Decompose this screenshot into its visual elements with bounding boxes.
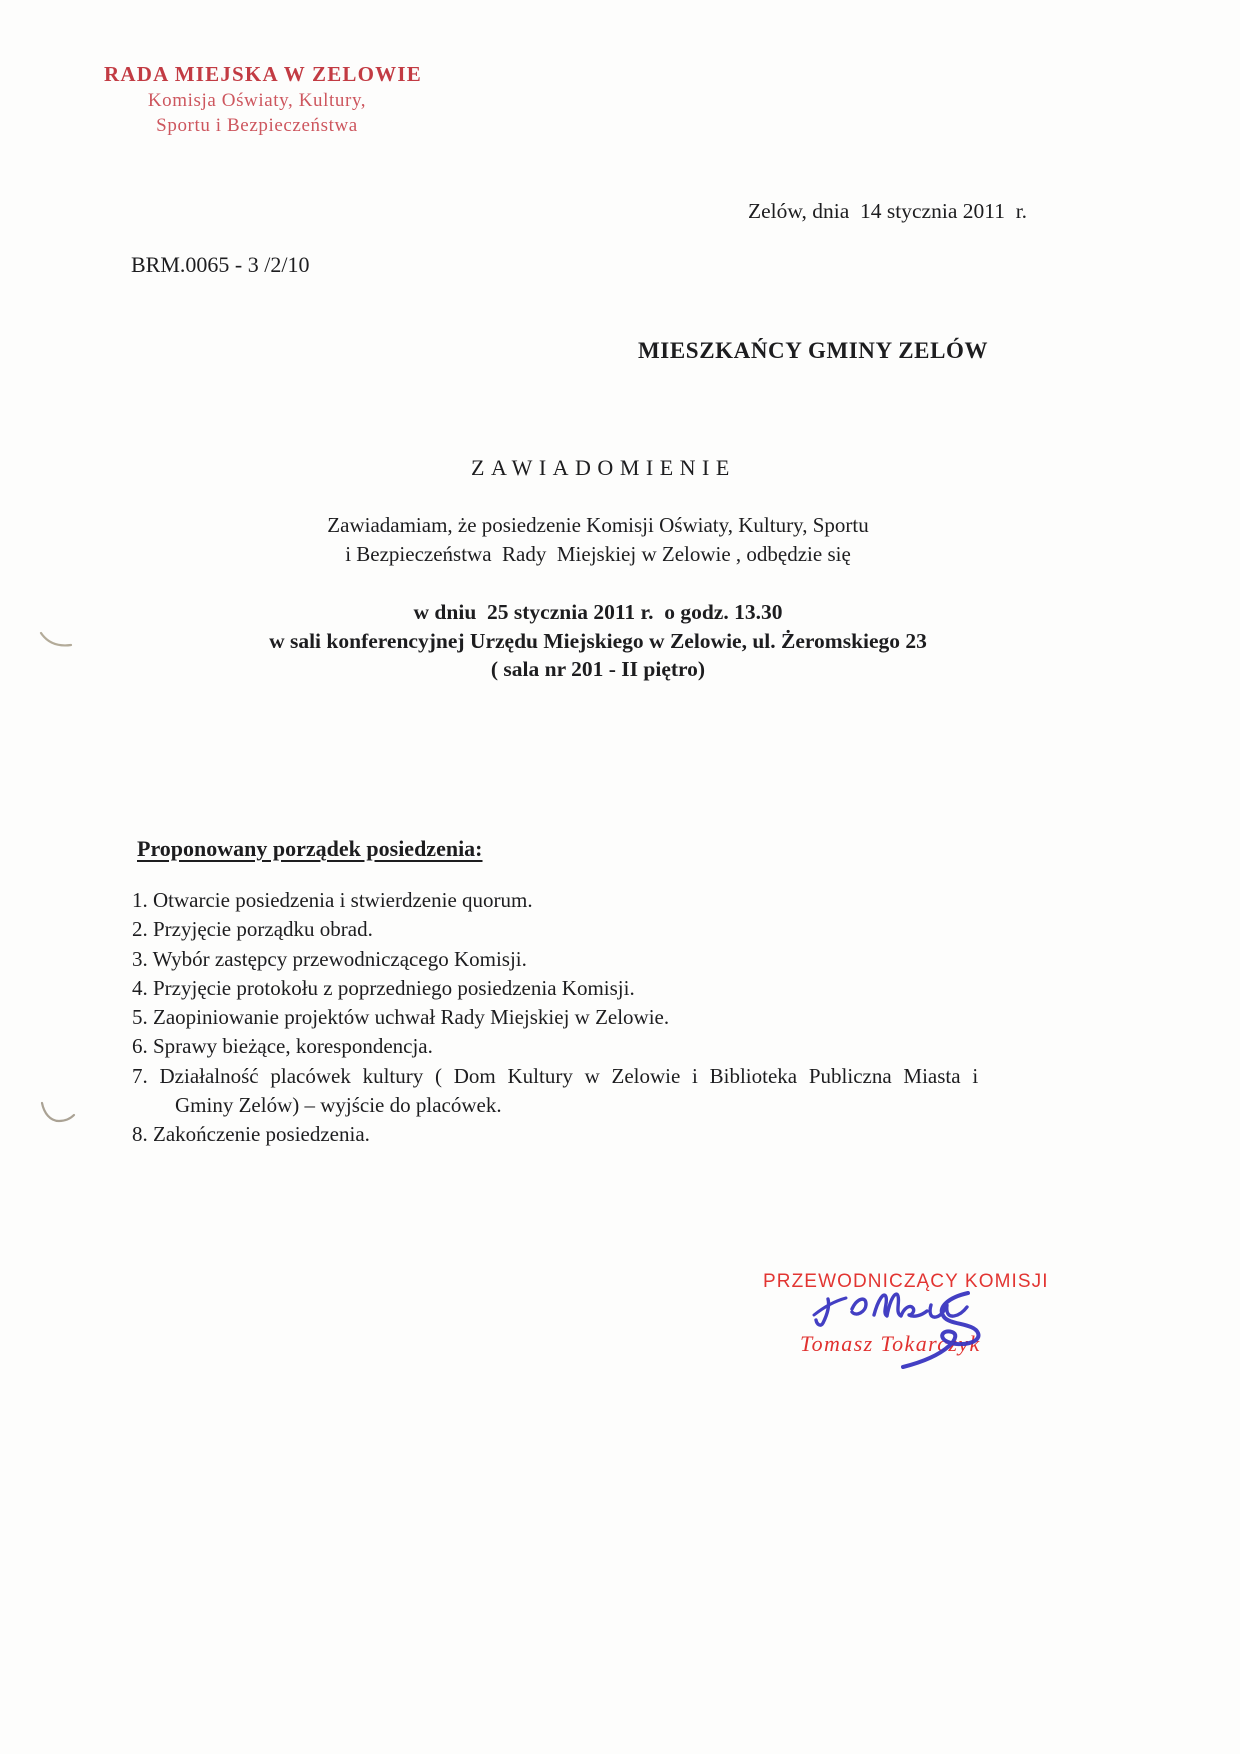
intro-line-1: Zawiadamiam, że posiedzenie Komisji Oświaty, Kultury, Sportu <box>327 513 869 537</box>
signature-flourish <box>903 1293 978 1367</box>
agenda-heading: Proponowany porządek posiedzenia: <box>137 836 483 861</box>
letterhead-committee-line1: Komisja Oświaty, Kultury, <box>147 90 367 111</box>
document-title: ZAWIADOMIENIE <box>471 455 736 480</box>
agenda-item-7-continuation: Gminy Zelów) – wyjście do placówek. <box>175 1093 502 1118</box>
agenda-item-2: 2. Przyjęcie porządku obrad. <box>132 917 373 942</box>
signature-o-loop <box>852 1299 866 1314</box>
reference-number: BRM.0065 - 3 /2/10 <box>131 252 310 277</box>
agenda-item-4: 4. Przyjęcie protokołu z poprzedniego posiedzenia Komisji. <box>132 975 635 1000</box>
agenda-item-8: 8. Zakończenie posiedzenia. <box>132 1122 370 1147</box>
letterhead-org-name: RADA MIEJSKA W ZELOWIE <box>104 62 422 86</box>
signature-middle-loops <box>874 1294 927 1316</box>
meeting-venue: w sali konferencyjnej Urzędu Miejskiego w Zelowie, ul. Żeromskiego 23 <box>269 628 927 653</box>
pen-mark-upper <box>41 633 71 645</box>
agenda-item-6: 6. Sprawy bieżące, korespondencja. <box>132 1034 433 1059</box>
agenda-item-3: 3. Wybór zastępcy przewodniczącego Komisji. <box>132 946 527 971</box>
agenda-item-1: 1. Otwarcie posiedzenia i stwierdzenie quorum. <box>132 888 533 912</box>
letterhead-stamp <box>104 62 422 137</box>
signature-name-stamp: Tomasz Tokarczyk <box>800 1331 981 1356</box>
signature-role-stamp: PRZEWODNICZĄCY KOMISJI <box>763 1271 1049 1292</box>
date-line: Zelów, dnia 14 stycznia 2011 r. <box>748 199 1028 223</box>
agenda-item-7: 7. Działalność placówek kultury ( Dom Kultury w Zelowie i Biblioteka Publiczna Miasta i <box>132 1063 979 1088</box>
handwritten-signature <box>790 1285 1000 1385</box>
meeting-room: ( sala nr 201 - II piętro) <box>490 657 706 681</box>
intro-paragraph <box>123 511 1073 569</box>
intro-line-2: i Bezpieczeństwa Rady Miejskiej w Zelowie , odbędzie się <box>345 542 851 566</box>
meeting-details <box>123 598 1073 684</box>
pen-mark-lower <box>42 1103 74 1121</box>
addressee: MIESZKAŃCY GMINY ZELÓW <box>638 338 989 363</box>
letterhead-committee-line2: Sportu i Bezpieczeństwa <box>156 115 358 136</box>
meeting-date-time: w dniu 25 stycznia 2011 r. o godz. 13.30 <box>413 600 783 624</box>
signature-tail-loops <box>930 1305 967 1317</box>
agenda-item-5: 5. Zaopiniowanie projektów uchwał Rady Miejskiej w Zelowie. <box>132 1005 670 1030</box>
agenda-list <box>132 886 1112 1150</box>
